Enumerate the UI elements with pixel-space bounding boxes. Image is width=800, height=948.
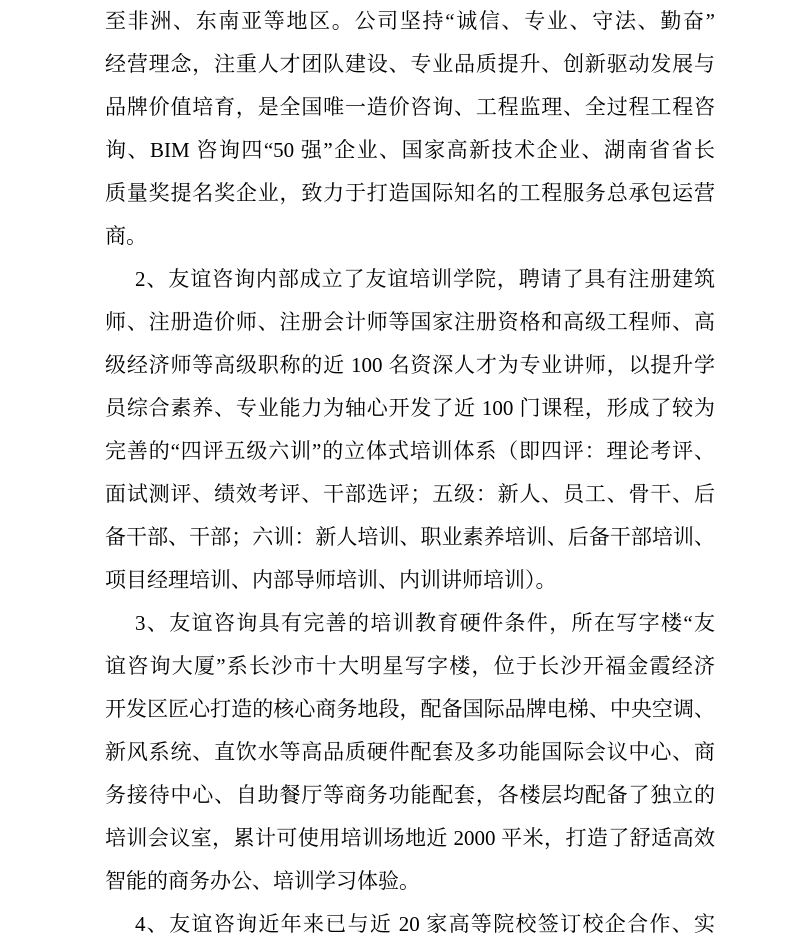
text-line: 至非洲、东南亚等地区。公司坚持“诚信、专业、守法、勤奋”: [105, 9, 715, 33]
text-line: 面试测评、绩效考评、干部选评；五级：新人、员工、骨干、后: [105, 482, 715, 506]
text-line: 员综合素养、专业能力为轴心开发了近 100 门课程，形成了较为: [105, 396, 715, 420]
text-line: 经营理念，注重人才团队建设、专业品质提升、创新驱动发展与: [105, 52, 715, 76]
document-body: [105, 0, 715, 946]
text-line: 开发区匠心打造的核心商务地段，配备国际品牌电梯、中央空调、: [105, 697, 715, 721]
text-line: 培训会议室，累计可使用培训场地近 2000 平米，打造了舒适高效: [105, 826, 715, 850]
text-line: 项目经理培训、内部导师培训、内训讲师培训）。: [105, 568, 557, 592]
text-line: 备干部、干部；六训：新人培训、职业素养培训、后备干部培训、: [105, 525, 715, 549]
text-line: 3、友谊咨询具有完善的培训教育硬件条件，所在写字楼“友: [135, 611, 715, 635]
text-line: 4、友谊咨询近年来已与近 20 家高等院校签订校企合作、实: [135, 912, 715, 936]
text-line: 务接待中心、自助餐厅等商务功能配套，各楼层均配备了独立的: [105, 783, 715, 807]
text-line: 询、BIM 咨询四“50 强”企业、国家高新技术企业、湖南省省长: [105, 138, 715, 162]
text-line: 品牌价值培育，是全国唯一造价咨询、工程监理、全过程工程咨: [105, 95, 715, 119]
text-line: 完善的“四评五级六训”的立体式培训体系（即四评：理论考评、: [105, 439, 715, 463]
text-line: 商。: [105, 224, 147, 248]
text-line: 质量奖提名奖企业，致力于打造国际知名的工程服务总承包运营: [105, 181, 715, 205]
text-line: 级经济师等高级职称的近 100 名资深人才为专业讲师，以提升学: [105, 353, 715, 377]
text-line: 新风系统、直饮水等高品质硬件配套及多功能国际会议中心、商: [105, 740, 715, 764]
text-line: 2、友谊咨询内部成立了友谊培训学院，聘请了具有注册建筑: [135, 267, 715, 291]
text-line: 师、注册造价师、注册会计师等国家注册资格和高级工程师、高: [105, 310, 715, 334]
text-line: 谊咨询大厦”系长沙市十大明星写字楼，位于长沙开福金霞经济: [105, 654, 715, 678]
text-line: 智能的商务办公、培训学习体验。: [105, 869, 420, 893]
